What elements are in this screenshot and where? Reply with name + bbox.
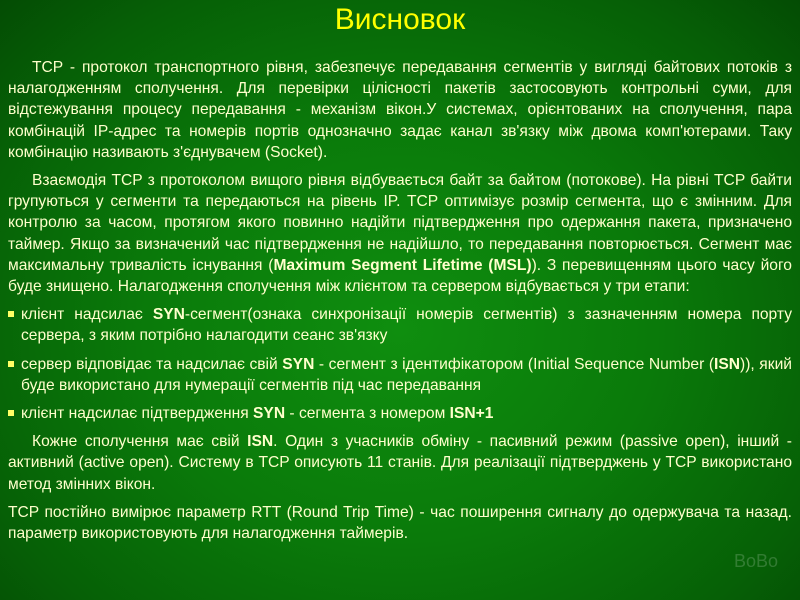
slide-title: Висновок	[334, 3, 466, 36]
paragraph-tcp-definition: TCP - протокол транспортного рівня, забезпечує передавання сегментів у вигляді байтових потоків з налагодженням сполучення. Для перевірки цілісності пакетів застосовують контрольні суми, для відстежування процесу передавання - механізм вікон.У системах, орієнтованих на сполучення, пара комбінацій IP-адрес та номерів портів однозначно задає канал зв'язку між двома комп'ютерами. Таку комбінацію називають з'єднувачем (Socket).	[8, 59, 792, 161]
isn-plus-one-term: ISN+1	[449, 405, 494, 423]
syn-term: SYN	[282, 355, 315, 373]
list-item-text: )), який буде використано для нумерації сегментів під час передавання	[21, 355, 792, 394]
paragraph-tcp-interaction	[8, 170, 792, 297]
paragraph-rtt: TCP постійно вимірює параметр RTT (Round Trip Time) - час поширення сигналу до одержувача та назад. параметр використовують для налагодження таймерів.	[8, 503, 792, 543]
isn-term: ISN	[714, 355, 741, 373]
bullet-icon	[8, 311, 14, 317]
list-item-text: -сегмент(ознака синхронізації номерів сегментів) з зазначенням номера порту сервера, з яким потрібно налагодити сеанс зв'язку	[21, 306, 793, 345]
paragraph-text: Взаємодія TCP з протоколом вищого рівня відбувається байт за байтом (потокове). На рівні TCP байти групуються у сегменти та передаються на рівень IP. TCP оптимізує розмір сегмента, що є змінним. Для контролю за часом, протягом якого повинно надійти підтвердження про одержання пакета, призначено таймер. Якщо за визначений час підтвердження не надійшло, то передавання повторюється. Сегмент має максимальну тривалість існування (	[8, 172, 792, 274]
isn-term: ISN	[247, 433, 274, 451]
slide-body	[8, 57, 792, 551]
list-item-text: сервер відповідає та надсилає свій	[21, 355, 283, 373]
list-item-text: - сегмент з ідентифікатором (Initial Sequence Number (	[314, 355, 715, 373]
list-item-text: клієнт надсилає підтвердження	[21, 405, 254, 423]
list-item-text: клієнт надсилає	[21, 306, 153, 324]
bullet-icon	[8, 410, 14, 416]
paragraph-connection-states	[8, 431, 792, 495]
paragraph-text: ). З перевищенням цього часу його буде знищено. Налагодження сполучення між клієнтом та сервером відбувається у три етапи:	[8, 256, 792, 296]
list-item-step-1	[8, 304, 792, 346]
syn-term: SYN	[253, 405, 286, 423]
paragraph-text: Кожне сполучення має свій	[32, 433, 248, 451]
bullet-icon	[8, 361, 14, 367]
list-item-step-2	[8, 354, 792, 396]
msl-term: Maximum Segment Lifetime (MSL)	[273, 256, 532, 274]
watermark: BoBo	[733, 551, 778, 571]
list-item-text: - сегмента з номером	[285, 405, 450, 423]
paragraph-text: . Один з учасників обміну - пасивний режим (passive open), інший - активний (active open). Систему в TCP описують 11 станів. Для реалізації підтверджень у TCP використано метод змінних вікон.	[8, 433, 792, 493]
list-item-step-3	[8, 403, 792, 424]
syn-term: SYN	[152, 306, 185, 324]
